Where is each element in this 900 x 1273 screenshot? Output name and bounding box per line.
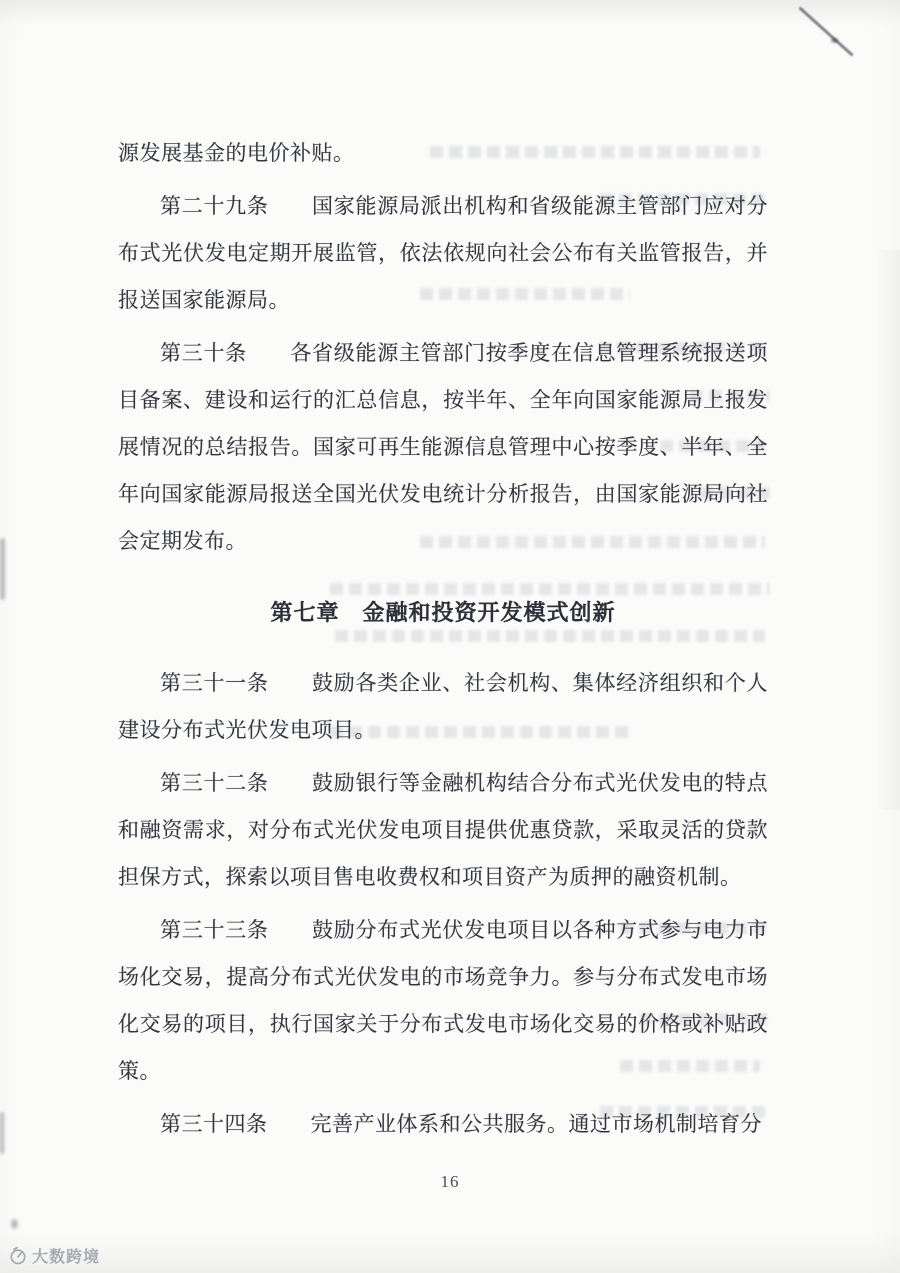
paragraph-article-33: 第三十三条 鼓励分布式光伏发电项目以各种方式参与电力市场化交易，提高分布式光伏发电的市场竞争力。参与分布式发电市场化交易的项目，执行国家关于分布式发电市场化交易的价格或补贴政策。 bbox=[118, 918, 768, 1083]
scan-speck-artifact bbox=[831, 38, 838, 43]
chapter-heading: 第七章 金融和投资开发模式创新 bbox=[270, 600, 616, 625]
edge-smudge-artifact bbox=[0, 1112, 4, 1154]
paragraph-article-32: 第三十二条 鼓励银行等金融机构结合分布式光伏发电的特点和融资需求，对分布式光伏发电项目提供优惠贷款，采取灵活的贷款担保方式，探索以项目售电收费权和项目资产为质押的融资机制。 bbox=[118, 771, 768, 889]
watermark-logo-icon bbox=[8, 1246, 28, 1266]
page-number: 16 bbox=[440, 1172, 460, 1191]
watermark-label: 大数跨境 bbox=[32, 1249, 101, 1266]
paragraph-article-29: 第二十九条 国家能源局派出机构和省级能源主管部门应对分布式光伏发电定期开展监管，依法依规向社会公布有关监管报告，并报送国家能源局。 bbox=[118, 194, 768, 312]
edge-smudge-artifact bbox=[11, 1219, 18, 1229]
edge-shading-artifact bbox=[874, 250, 900, 810]
paragraph-article-34: 第三十四条 完善产业体系和公共服务。通过市场机制培育分 bbox=[160, 1112, 762, 1136]
corner-fold-artifact bbox=[798, 6, 854, 56]
paragraph-article-31: 第三十一条 鼓励各类企业、社会机构、集体经济组织和个人建设分布式光伏发电项目。 bbox=[118, 671, 768, 742]
watermark bbox=[8, 1244, 100, 1267]
paragraph-continuation: 源发展基金的电价补贴。 bbox=[118, 141, 355, 165]
paragraph-article-30: 第三十条 各省级能源主管部门按季度在信息管理系统报送项目备案、建设和运行的汇总信息，按半年、全年向国家能源局上报发展情况的总结报告。国家可再生能源信息管理中心按季度、半年、全年向国家能源局报送全国光伏发电统计分析报告，由国家能源局向社会定期发布。 bbox=[118, 341, 768, 553]
edge-smudge-artifact bbox=[0, 538, 5, 600]
document-body bbox=[118, 130, 768, 1154]
